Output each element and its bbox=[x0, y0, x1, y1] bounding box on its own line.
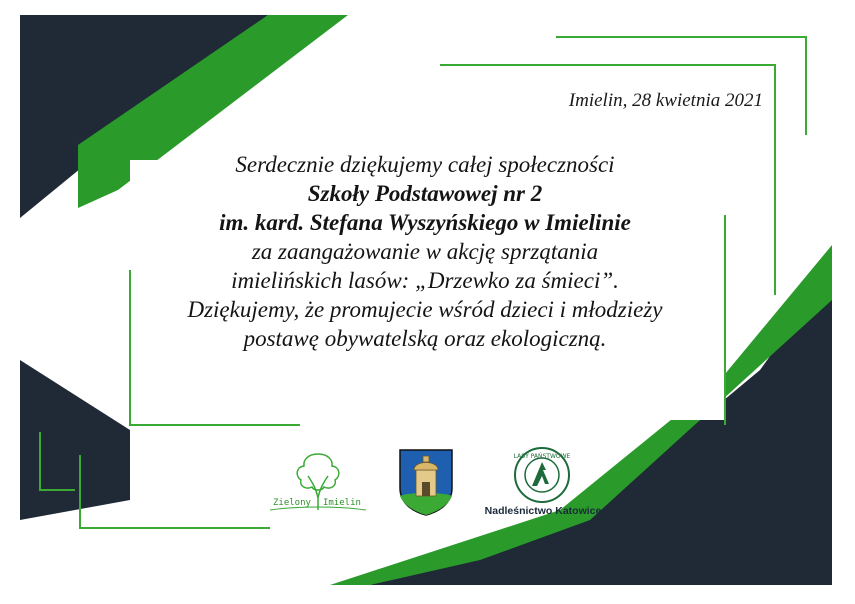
message-line-school: Szkoły Podstawowej nr 2 bbox=[307, 181, 543, 206]
message-line-patron: im. kard. Stefana Wyszyńskiego w Imielinie bbox=[219, 210, 631, 235]
lasy-ring-text: LASY PAŃSTWOWE bbox=[513, 453, 571, 460]
nadlesnictwo-label: Nadleśnictwo Katowice bbox=[484, 505, 602, 517]
thank-you-message bbox=[125, 150, 725, 353]
imielin-label: Imielin bbox=[323, 498, 361, 508]
zielony-label: Zielony bbox=[273, 498, 311, 508]
lasy-panstwowe-logo bbox=[513, 446, 571, 504]
message-line-4: za zaangażowanie w akcję sprzątania bbox=[251, 239, 599, 264]
imielin-coat-of-arms bbox=[398, 448, 454, 516]
green-line-top-right bbox=[556, 37, 806, 135]
message-line-6: Dziękujemy, że promujecie wśród dzieci i młodzieży bbox=[187, 297, 663, 322]
navy-band-bottom-left bbox=[20, 360, 130, 520]
message-line-1: Serdecznie dziękujemy całej społeczności bbox=[235, 152, 615, 177]
message-line-5: imielińskich lasów: „Drzewko za śmieci”. bbox=[231, 268, 619, 293]
message-line-7: postawę obywatelską oraz ekologiczną. bbox=[243, 326, 607, 351]
document-date: Imielin, 28 kwietnia 2021 bbox=[568, 90, 763, 111]
